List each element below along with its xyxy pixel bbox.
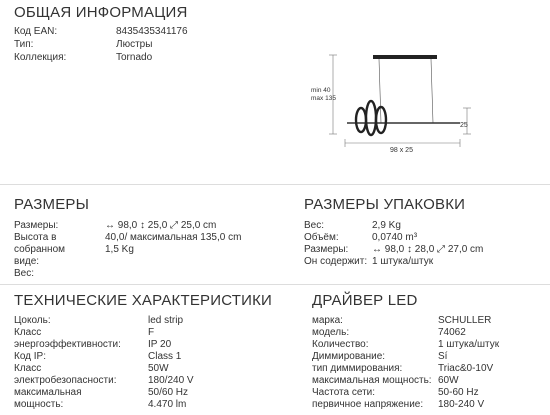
general-value: 8435435341176 xyxy=(116,26,188,37)
packaging-value: 2,9 Kg xyxy=(372,220,401,231)
technical-value: led strip xyxy=(148,315,184,326)
dimensions-value: 1,5 Kg xyxy=(105,244,134,255)
driver-value: 1 штука/штук xyxy=(438,339,500,350)
driver-label: тип диммирования: xyxy=(312,363,403,374)
packaging-value: 0,0740 m³ xyxy=(372,232,418,243)
packaging-label: Размеры: xyxy=(304,244,349,255)
dimensions-label: виде: xyxy=(14,256,40,267)
driver-value: Sí xyxy=(438,351,448,362)
product-dimension-diagram xyxy=(305,48,495,158)
driver-value: 60W xyxy=(438,375,459,386)
technical-value: Class 1 xyxy=(148,351,182,362)
packaging-label: Вес: xyxy=(304,220,325,231)
lamp-rings-icon xyxy=(356,101,386,135)
height-label-min: min 40 xyxy=(311,87,331,94)
driver-label: Количество: xyxy=(312,339,369,350)
packaging-label: Объём: xyxy=(304,232,339,243)
packaging-value: 1 штука/штук xyxy=(372,256,434,267)
packaging-title: РАЗМЕРЫ УПАКОВКИ xyxy=(304,196,466,213)
technical-value: IP 20 xyxy=(148,339,172,350)
general-label: Тип: xyxy=(14,39,34,50)
technical-title: ТЕХНИЧЕСКИЕ ХАРАКТЕРИСТИКИ xyxy=(14,292,273,309)
driver-label: марка: xyxy=(312,315,343,326)
general-value: Люстры xyxy=(116,39,153,50)
driver-value: Triac&0-10V xyxy=(438,363,494,374)
technical-value: 180/240 V xyxy=(148,375,194,386)
depth-label: 25 xyxy=(460,122,468,129)
dimensions-label: Вес: xyxy=(14,268,35,279)
technical-label: максимальная xyxy=(14,387,82,398)
technical-label: Цоколь: xyxy=(14,315,51,326)
suspension-wire-left xyxy=(379,59,381,123)
driver-value: 50-60 Hz xyxy=(438,387,479,398)
technical-label: Код IP: xyxy=(14,351,47,362)
packaging-value: ↔ 98,0 ↕ 28,0 ⤢ 27,0 cm xyxy=(372,244,484,255)
driver-label: Диммирование: xyxy=(312,351,386,362)
driver-title: ДРАЙВЕР LED xyxy=(312,292,418,309)
general-value: Tornado xyxy=(116,52,153,63)
divider-middle xyxy=(0,284,550,285)
general-label: Коллекция: xyxy=(14,52,67,63)
technical-label: Класс xyxy=(14,363,42,374)
height-label-max: max 135 xyxy=(311,95,336,102)
driver-value: 180-240 V xyxy=(438,399,485,410)
technical-value: F xyxy=(148,327,155,338)
suspension-wire-right xyxy=(431,59,433,123)
technical-label: электробезопасности: xyxy=(14,375,117,386)
general-label: Код EAN: xyxy=(14,26,58,37)
dimensions-title: РАЗМЕРЫ xyxy=(14,196,90,213)
technical-value: 50W xyxy=(148,363,169,374)
width-label: 98 x 25 xyxy=(390,147,413,154)
technical-label: Класс xyxy=(14,327,42,338)
driver-value: 74062 xyxy=(438,327,466,338)
driver-label: Частота сети: xyxy=(312,387,376,398)
technical-value: 4.470 lm xyxy=(148,399,187,410)
technical-value: 50/60 Hz xyxy=(148,387,189,398)
driver-value: SCHULLER xyxy=(438,315,492,326)
general-title: ОБЩАЯ ИНФОРМАЦИЯ xyxy=(14,4,188,21)
dimensions-label: собранном xyxy=(14,244,66,255)
technical-label: энергоэффективности: xyxy=(14,339,121,350)
dimensions-value: ↔ 98,0 ↕ 25,0 ⤢ 25,0 cm xyxy=(105,220,217,231)
dimensions-label: Размеры: xyxy=(14,220,59,231)
dimensions-value: 40,0/ максимальная 135,0 cm xyxy=(105,232,242,243)
driver-label: модель: xyxy=(312,327,350,338)
technical-label: мощность: xyxy=(14,399,64,410)
divider-top xyxy=(0,184,550,185)
dimensions-label: Высота в xyxy=(14,232,57,243)
driver-label: первичное напряжение: xyxy=(312,399,424,410)
packaging-label: Он содержит: xyxy=(304,256,368,267)
ceiling-canopy xyxy=(373,55,437,59)
driver-label: максимальная мощность: xyxy=(312,375,432,386)
